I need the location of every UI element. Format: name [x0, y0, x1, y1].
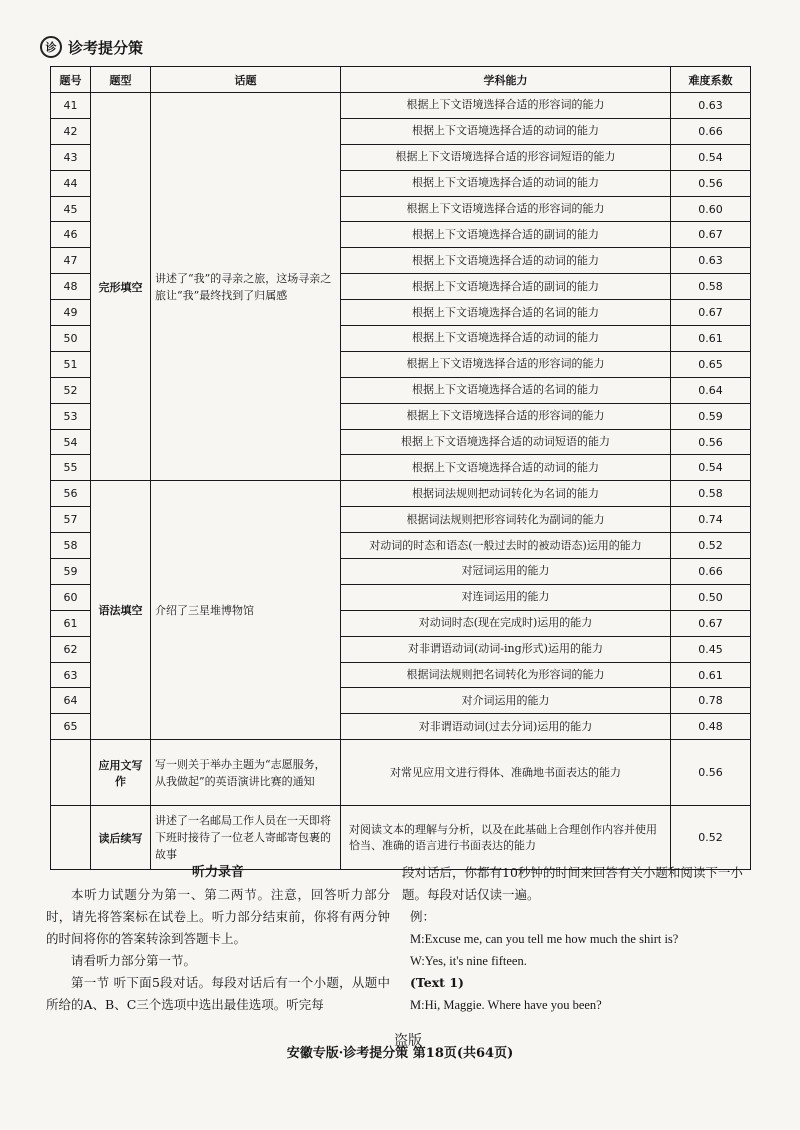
- ability-text: 对非谓语动词(过去分词)运用的能力: [341, 714, 671, 740]
- listening-paragraph: 请看听力部分第一节。: [71, 953, 197, 968]
- difficulty-value: 0.54: [671, 455, 751, 481]
- topic-text: 讲述了一名邮局工作人员在一天即将下班时接待了一位老人寄邮寄包裹的故事: [151, 806, 341, 870]
- ability-text: 根据上下文语境选择合适的副词的能力: [341, 274, 671, 300]
- topic-text: 写一则关于举办主题为“志愿服务，从我做起”的英语演讲比赛的通知: [151, 740, 341, 806]
- dialog-line: M:Excuse me, can you tell me how much the shirt is?: [410, 932, 679, 946]
- difficulty-value: 0.56: [671, 429, 751, 455]
- question-number: 59: [51, 559, 91, 585]
- difficulty-value: 0.67: [671, 610, 751, 636]
- question-number: 54: [51, 429, 91, 455]
- column-header-type: 题型: [91, 67, 151, 93]
- ability-text: 根据上下文语境选择合适的动词的能力: [341, 170, 671, 196]
- question-number: 55: [51, 455, 91, 481]
- question-number: 48: [51, 274, 91, 300]
- ability-text: 根据上下文语境选择合适的形容词的能力: [341, 351, 671, 377]
- difficulty-value: 0.63: [671, 93, 751, 119]
- question-number: 51: [51, 351, 91, 377]
- brand-title: 诊考提分策: [68, 38, 144, 57]
- difficulty-value: 0.66: [671, 118, 751, 144]
- ability-text: 对非谓语动词(动词-ing形式)运用的能力: [341, 636, 671, 662]
- example-label: 例：: [410, 909, 436, 924]
- ability-text: 根据上下文语境选择合适的动词短语的能力: [341, 429, 671, 455]
- difficulty-value: 0.60: [671, 196, 751, 222]
- dialog-line: W:Yes, it's nine fifteen.: [410, 954, 527, 968]
- ability-text: 对冠词运用的能力: [341, 559, 671, 585]
- difficulty-value: 0.52: [671, 806, 751, 870]
- ability-text: 对介词运用的能力: [341, 688, 671, 714]
- ability-text: 根据上下文语境选择合适的名词的能力: [341, 377, 671, 403]
- difficulty-value: 0.74: [671, 507, 751, 533]
- column-header-num: 题号: [51, 67, 91, 93]
- ability-text: 对连词运用的能力: [341, 584, 671, 610]
- question-number: 63: [51, 662, 91, 688]
- ability-text: 根据词法规则把名词转化为形容词的能力: [341, 662, 671, 688]
- brand-logo-icon: 诊: [40, 36, 62, 58]
- ability-text: 根据上下文语境选择合适的动词的能力: [341, 118, 671, 144]
- ability-text: 对阅读文本的理解与分析，以及在此基础上合理创作内容并使用恰当、准确的语言进行书面表达的能力: [341, 806, 671, 870]
- text-label: (Text 1): [410, 975, 464, 990]
- question-number: 44: [51, 170, 91, 196]
- column-header-topic: 话题: [151, 67, 341, 93]
- page-header: [40, 36, 143, 58]
- difficulty-value: 0.61: [671, 326, 751, 352]
- table-row: [51, 93, 751, 119]
- difficulty-value: 0.48: [671, 714, 751, 740]
- ability-text: 根据词法规则把动词转化为名词的能力: [341, 481, 671, 507]
- table-header-row: [51, 67, 751, 93]
- column-header-ability: 学科能力: [341, 67, 671, 93]
- analysis-table: [50, 66, 751, 870]
- difficulty-value: 0.67: [671, 300, 751, 326]
- table-row: [51, 740, 751, 806]
- listening-paragraph: 本听力试题分为第一、第二两节。注意，回答听力部分时，请先将答案标在试卷上。听力部分结束前，你将有两分钟的时间将你的答案转涂到答题卡上。: [46, 887, 390, 946]
- listening-section: [46, 862, 390, 1016]
- ability-text: 对动词的时态和语态(一般过去时的被动语态)运用的能力: [341, 533, 671, 559]
- question-number: 50: [51, 326, 91, 352]
- question-number: 65: [51, 714, 91, 740]
- ability-text: 对动词时态(现在完成时)运用的能力: [341, 610, 671, 636]
- question-number: 41: [51, 93, 91, 119]
- watermark: 盗版: [394, 1033, 422, 1049]
- difficulty-value: 0.45: [671, 636, 751, 662]
- column-header-difficulty: 难度系数: [671, 67, 751, 93]
- difficulty-value: 0.54: [671, 144, 751, 170]
- difficulty-value: 0.56: [671, 740, 751, 806]
- table-row: [51, 481, 751, 507]
- difficulty-value: 0.61: [671, 662, 751, 688]
- question-number: 58: [51, 533, 91, 559]
- question-number: 57: [51, 507, 91, 533]
- table-row: [51, 806, 751, 870]
- ability-text: 根据上下文语境选择合适的名词的能力: [341, 300, 671, 326]
- listening-paragraph: 第一节 听下面5段对话。每段对话后有一个小题，从题中所给的A、B、C三个选项中选出最佳选项。听完每: [46, 975, 390, 1012]
- question-number: 53: [51, 403, 91, 429]
- question-number: 64: [51, 688, 91, 714]
- question-type: 完形填空: [91, 93, 151, 481]
- difficulty-value: 0.58: [671, 274, 751, 300]
- topic-text: 介绍了三星堆博物馆: [151, 481, 341, 740]
- question-type: 读后续写: [91, 806, 151, 870]
- ability-text: 根据上下文语境选择合适的副词的能力: [341, 222, 671, 248]
- question-type: 语法填空: [91, 481, 151, 740]
- ability-text: 根据上下文语境选择合适的形容词短语的能力: [341, 144, 671, 170]
- question-number: 62: [51, 636, 91, 662]
- difficulty-value: 0.58: [671, 481, 751, 507]
- ability-text: 根据上下文语境选择合适的形容词的能力: [341, 93, 671, 119]
- question-number: 49: [51, 300, 91, 326]
- page-footer: 安徽专版·诊考提分策 第18页(共64页): [286, 1046, 514, 1061]
- difficulty-value: 0.64: [671, 377, 751, 403]
- dialog-line: M:Hi, Maggie. Where have you been?: [410, 998, 602, 1012]
- question-number: 45: [51, 196, 91, 222]
- ability-text: 根据词法规则把形容词转化为副词的能力: [341, 507, 671, 533]
- question-number: 43: [51, 144, 91, 170]
- ability-text: 根据上下文语境选择合适的形容词的能力: [341, 196, 671, 222]
- difficulty-value: 0.63: [671, 248, 751, 274]
- question-number: 60: [51, 584, 91, 610]
- question-number: 42: [51, 118, 91, 144]
- topic-text: 讲述了“我”的寻亲之旅，这场寻亲之旅让“我”最终找到了归属感: [151, 93, 341, 481]
- difficulty-value: 0.67: [671, 222, 751, 248]
- difficulty-value: 0.65: [671, 351, 751, 377]
- ability-text: 根据上下文语境选择合适的形容词的能力: [341, 403, 671, 429]
- question-number: 61: [51, 610, 91, 636]
- question-type: 应用文写作: [91, 740, 151, 806]
- difficulty-value: 0.78: [671, 688, 751, 714]
- difficulty-value: 0.59: [671, 403, 751, 429]
- listening-continued: [402, 862, 754, 1016]
- ability-text: 根据上下文语境选择合适的动词的能力: [341, 326, 671, 352]
- difficulty-value: 0.52: [671, 533, 751, 559]
- ability-text: 根据上下文语境选择合适的动词的能力: [341, 248, 671, 274]
- question-number: 56: [51, 481, 91, 507]
- question-number: 47: [51, 248, 91, 274]
- question-number: 52: [51, 377, 91, 403]
- instruction-text: 段对话后，你都有10秒钟的时间来回答有关小题和阅读下一小题。每段对话仅读一遍。: [402, 865, 743, 902]
- listening-title: 听力录音: [191, 865, 244, 880]
- question-number: [51, 740, 91, 806]
- difficulty-value: 0.56: [671, 170, 751, 196]
- question-number: 46: [51, 222, 91, 248]
- difficulty-value: 0.66: [671, 559, 751, 585]
- question-number: [51, 806, 91, 870]
- ability-text: 对常见应用文进行得体、准确地书面表达的能力: [341, 740, 671, 806]
- ability-text: 根据上下文语境选择合适的动词的能力: [341, 455, 671, 481]
- difficulty-value: 0.50: [671, 584, 751, 610]
